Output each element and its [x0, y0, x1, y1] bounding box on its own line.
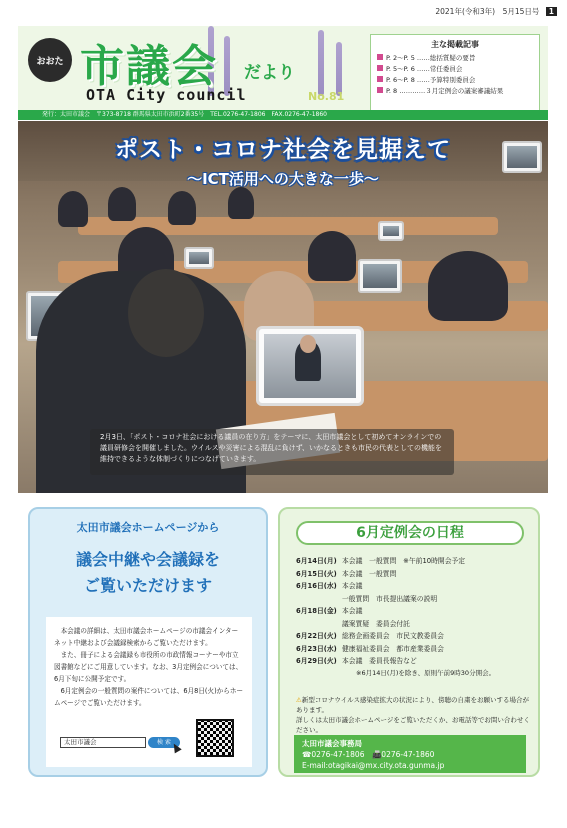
council-member	[168, 191, 196, 225]
toc-list	[377, 53, 533, 97]
schedule-note: ※6月14日(月)を除き、原則午前9時30分開会。	[356, 668, 496, 677]
photo-caption: 2月3日、「ポスト・コロナ社会における議員の在り方」をテーマに、太田市議会として初めてオンラインでの議員研修会を開催しました。ウイルスや災害による混乱に負けず、いかなるときも市民の代表としての機能を維持できるような体制づくりにつなげていきます。	[90, 429, 454, 475]
schedule-row: 6月22日(火) 総務企画委員会 市民文教委員会	[296, 632, 444, 640]
schedule-row: 6月16日(水) 本会議	[296, 582, 363, 590]
council-member	[428, 251, 508, 321]
search-input[interactable]: 太田市議会	[60, 737, 146, 748]
june-session-schedule	[278, 507, 540, 777]
qr-code[interactable]	[196, 719, 234, 757]
schedule-row: 6月14日(月) 本会議 一般質問 ※午前10時開会予定	[296, 557, 466, 565]
toc-item[interactable]: P. 8 …………３月定例会の議案審議結果	[377, 86, 533, 97]
square-bullet-icon	[377, 54, 383, 60]
ota-logo	[28, 38, 72, 82]
search-button[interactable]: 検 索	[148, 737, 180, 748]
tablet-device	[358, 259, 402, 293]
council-member	[108, 187, 136, 221]
homepage-paragraph: 本会議の詳細は、太田市議会ホームページの市議会インターネット中継および会議録検索からご覧いただけます。	[54, 627, 239, 647]
tablet-video-call	[256, 326, 364, 406]
headline-block	[18, 131, 548, 189]
schedule-row: 一般質問 市長提出議案の説明	[342, 594, 438, 603]
schedule-row: 議案質疑 委員会付託	[342, 619, 410, 628]
hero-photo	[18, 121, 548, 493]
issue-date: 2021年(令和3年) 5月15日号	[435, 7, 540, 16]
subheadline: 〜ICT活用への大きな一歩〜	[187, 170, 379, 188]
issue-number: No.81	[308, 90, 345, 103]
covid-notice: ⚠新型コロナウイルス感染症拡大の状況により、傍聴の自粛をお願いする場合があります。 詳しくは太田市議会ホームページをご覧いただくか、お電話等でお問い合わせください。	[296, 696, 530, 734]
homepage-subheading: 議会中継や会議録を ご覧いただけます	[75, 550, 220, 595]
council-member	[228, 187, 254, 219]
contact-email[interactable]: E-mail:otagikai@mx.city.ota.gunma.jp	[302, 761, 445, 770]
toc-item[interactable]: P. 6〜P. 8 ……予算特別委員会	[377, 75, 533, 86]
contact-name: 太田市議会事務局	[302, 739, 362, 748]
tablet-device	[184, 247, 214, 269]
square-bullet-icon	[377, 87, 383, 93]
council-member	[308, 231, 356, 281]
table-of-contents	[370, 34, 540, 112]
toc-item[interactable]: P. 2〜P. 5 ……総括質疑の要旨	[377, 53, 533, 64]
schedule-list	[296, 555, 532, 678]
headline: ポスト・コロナ社会を見据えて	[115, 137, 451, 163]
issue-date-line	[10, 6, 557, 20]
flower-decoration	[336, 42, 342, 96]
square-bullet-icon	[377, 65, 383, 71]
schedule-row: 6月29日(火) 本会議 委員長報告など	[296, 657, 417, 665]
warning-icon: ⚠	[296, 696, 302, 704]
tablet-device	[378, 221, 404, 241]
contact-phone: ☎0276-47-1806 📠0276-47-1860	[302, 750, 435, 759]
page-number: 1	[546, 7, 557, 16]
council-member	[58, 191, 88, 227]
schedule-row: 6月15日(火) 本会議 一般質問	[296, 569, 397, 578]
homepage-paragraph: また、冊子による会議録も市役所の市政情報コーナーや市立図書館などにご用意しています。なお、3月定例会については、6月下旬に公開予定です。	[54, 651, 243, 683]
schedule-title: 6月定例会の日程	[296, 521, 524, 545]
toc-title: 主な掲載記事	[431, 40, 479, 49]
homepage-paragraph: 6月定例会の一般質問の案件については、6月8日(火)からホームページでご覧いただけます。	[54, 687, 244, 707]
schedule-row: 6月23日(水) 健康福祉委員会 都市産業委員会	[296, 644, 444, 653]
foreground-member-head	[128, 269, 204, 357]
homepage-heading: 太田市議会ホームページから	[76, 521, 220, 534]
homepage-info-box	[28, 507, 268, 777]
flower-decoration	[318, 30, 324, 96]
publisher-info: 発行：太田市議会 〒373-8718 群馬県太田市浜町2番35号 TEL.0276-47-1806 FAX.0276-47-1860	[18, 110, 548, 120]
newsletter-title-english: OTA City council	[86, 86, 247, 104]
square-bullet-icon	[377, 76, 383, 82]
newsletter-title-suffix: だより	[244, 63, 295, 83]
speaker-face	[300, 335, 316, 353]
contact-box	[294, 735, 526, 773]
newsletter-title: 市議会	[80, 41, 218, 92]
logo-text: おおた	[36, 56, 64, 67]
schedule-row: 6月18日(金) 本会議	[296, 607, 363, 615]
toc-item[interactable]: P. 5〜P. 6 ……常任委員会	[377, 64, 533, 75]
masthead	[18, 26, 548, 120]
